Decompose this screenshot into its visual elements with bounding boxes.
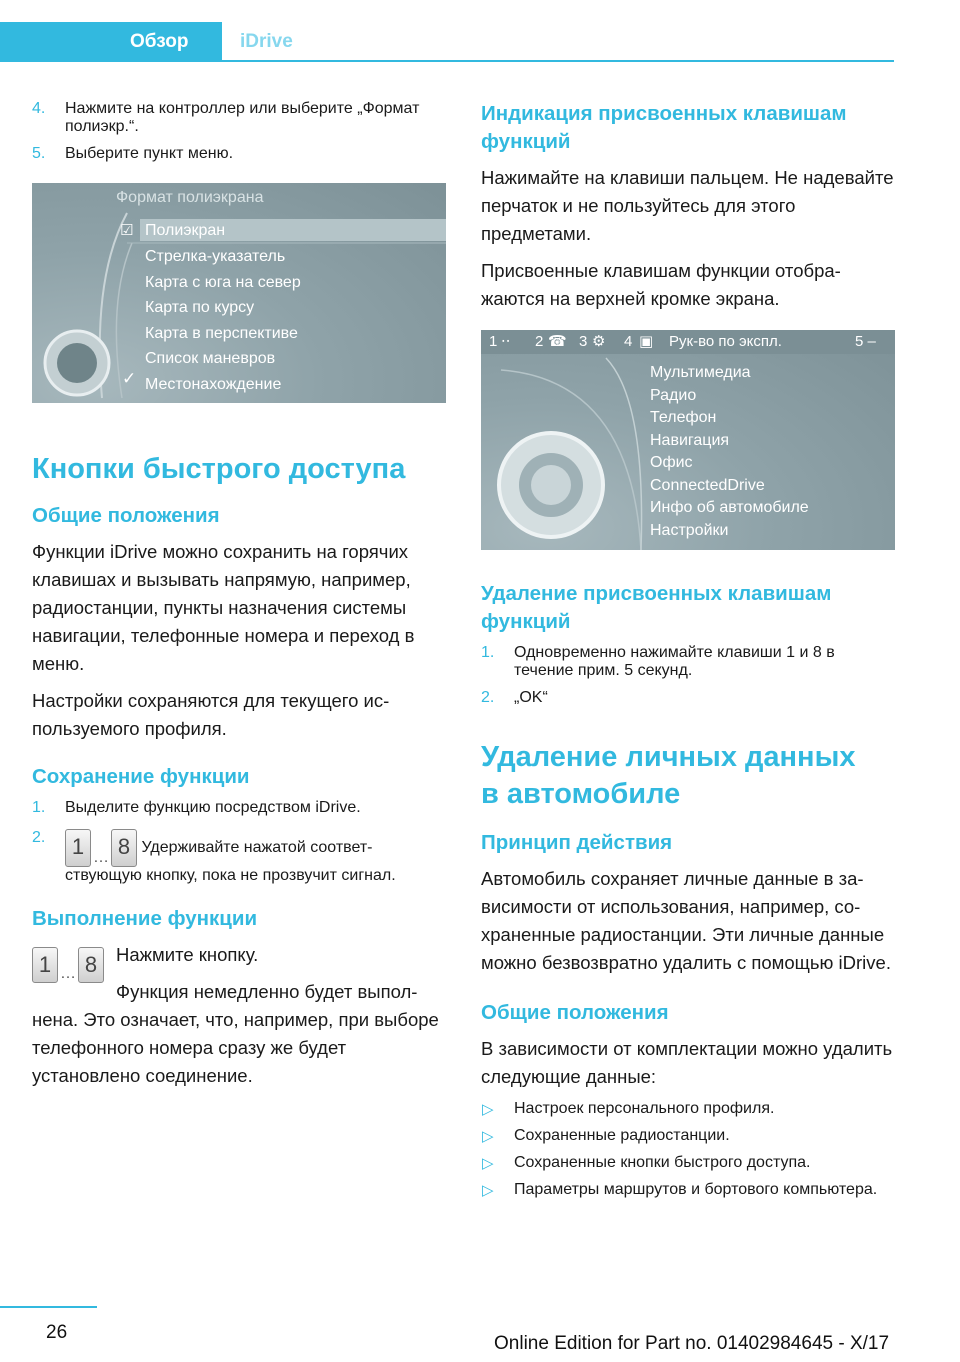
general-heading: Общие положения xyxy=(481,1001,669,1024)
save-heading: Сохранение функции xyxy=(32,765,250,788)
bullet-item: ▷ Параметры маршрутов и бортового компьютера. xyxy=(482,1181,878,1199)
menu-item-2[interactable]: Стрелка-указатель xyxy=(145,248,286,265)
menu-item-4[interactable]: Навигация xyxy=(650,432,730,449)
hotkey-1[interactable]: 1 xyxy=(489,333,498,350)
triangle-bullet-icon: ▷ xyxy=(482,1182,494,1199)
menu-item-6[interactable]: ConnectedDrive xyxy=(650,477,765,494)
menu-item-1[interactable]: Мультимедиа xyxy=(650,364,751,381)
step-text: Одновременно нажимайте клавиши 1 и 8 в течение прим. 5 секунд. xyxy=(514,644,835,679)
principle-heading: Принцип действия xyxy=(481,831,673,854)
step-text: Удерживайте нажатой соответствующую кнопку, пока не прозвучит сигнал. xyxy=(65,839,396,884)
header-rule xyxy=(0,60,894,62)
hotkey-3[interactable]: 3 xyxy=(579,333,588,350)
menu-item-6[interactable]: Список маневров xyxy=(145,350,276,367)
step-text: Нажмите на контроллер или выберите „Формат полиэкр.“. xyxy=(65,100,420,135)
menu-item-2[interactable]: Радио xyxy=(650,387,697,404)
step-number: 1. xyxy=(481,644,495,661)
footer-rule xyxy=(0,1306,97,1308)
menu-item-3[interactable]: Телефон xyxy=(650,409,717,426)
menu-item-7[interactable]: Местонахождение xyxy=(145,376,282,393)
indication-paragraph-1: Нажимайте на клавиши пальцем. Не надевайте перчаток и не пользуйтесь для этого предметами. xyxy=(481,167,894,244)
menu-item-5[interactable]: Офис xyxy=(650,454,693,471)
save-step-2 xyxy=(32,829,442,885)
delete-step-1 xyxy=(481,644,895,680)
edition-note: Online Edition for Part no. 01402984645 - X/17 xyxy=(494,1333,890,1354)
step-number: 2. xyxy=(481,689,495,706)
step-number: 5. xyxy=(32,145,46,162)
exec-keys-icon xyxy=(32,947,104,983)
indication-paragraph-2: Присвоенные клавишам функции отображаются на верхней кромке экрана. xyxy=(481,260,841,309)
split-screen-format-screenshot xyxy=(32,183,446,403)
dots: … xyxy=(60,965,76,982)
bullet-item: ▷ Настроек персонального профиля. xyxy=(482,1100,775,1118)
menu-item-1[interactable]: Полиэкран xyxy=(145,222,226,239)
check-icon: ☑ xyxy=(120,222,134,239)
general-paragraph-2: Настройки сохраняются для текущего используемого профиля. xyxy=(32,690,390,739)
indication-heading: Индикация присвоенных клавишам функций xyxy=(481,102,847,153)
header-tabs xyxy=(0,22,894,62)
menu-item-5[interactable]: Карта в перспективе xyxy=(145,325,298,342)
step-4 xyxy=(32,100,442,136)
general-paragraph-1: Функции iDrive можно сохранить на горячих клавишах и вызывать напрямую, например, радиостанции, пункты назначения системы навигации, телефонные номера и переход в меню. xyxy=(32,541,415,674)
phone-icon: ☎ xyxy=(548,333,567,350)
menu-item-7[interactable]: Инфо об автомобиле xyxy=(650,499,809,516)
gear-icon: ⚙ xyxy=(592,333,606,350)
tab-overview[interactable]: Обзор xyxy=(0,22,222,62)
menu-item-4[interactable]: Карта по курсу xyxy=(145,299,255,316)
step-number: 4. xyxy=(32,100,46,117)
key-8-icon: 8 xyxy=(78,947,104,983)
step-5 xyxy=(32,145,442,163)
triangle-bullet-icon: ▷ xyxy=(482,1155,494,1172)
general-paragraph: В зависимости от комплектации можно удалить следующие данные: xyxy=(481,1038,893,1087)
key-8-icon: 8 xyxy=(111,829,137,867)
signal-icon: ⋅⋅ xyxy=(501,333,511,350)
section-heading-delete-personal-data: Удаление личных данных в автомобиле xyxy=(481,741,856,810)
page-number: 26 xyxy=(46,1322,68,1343)
menu-item-8[interactable]: Настройки xyxy=(650,522,729,539)
key-1-icon: 1 xyxy=(65,829,91,867)
triangle-bullet-icon: ▷ xyxy=(482,1101,494,1118)
step-text: Выделите функцию посредством iDrive. xyxy=(65,799,361,816)
checkmark-icon: ✓ xyxy=(122,369,137,388)
general-heading: Общие положения xyxy=(32,504,220,527)
hotkey-4[interactable]: 4 xyxy=(624,333,633,350)
exec-paragraph-1: Нажмите кнопку. xyxy=(116,944,259,965)
left-column xyxy=(32,100,442,1099)
hotkey-screen-screenshot xyxy=(481,330,895,550)
right-column xyxy=(481,100,895,1208)
hotkey-4-label: Рук-во по экспл. xyxy=(669,333,782,350)
screen-title: Формат полиэкрана xyxy=(116,189,264,206)
delete-step-2 xyxy=(481,689,895,707)
tab-idrive[interactable]: iDrive xyxy=(240,31,293,52)
menu-item-3[interactable]: Карта с юга на север xyxy=(145,274,301,291)
save-step-1 xyxy=(32,799,442,817)
dots: … xyxy=(93,849,109,866)
delete-hotkeys-heading: Удаление присвоенных клавишам функций xyxy=(481,582,832,633)
bullet-item: ▷ Сохраненные кнопки быстрого доступа. xyxy=(482,1154,811,1172)
section-heading-quick-keys: Кнопки быстрого доступа xyxy=(32,453,406,485)
triangle-bullet-icon: ▷ xyxy=(482,1128,494,1145)
step-number: 1. xyxy=(32,799,46,816)
exec-paragraph-2: Функция немедленно будет выполнена. Это означает, что, например, при выборе телефонного номера сразу же будет установлено соединение. xyxy=(32,981,439,1086)
exec-heading: Выполнение функции xyxy=(32,907,258,930)
hotkey-2[interactable]: 2 xyxy=(535,333,544,350)
step-text: Выберите пункт меню. xyxy=(65,145,234,162)
hotkey-5[interactable]: 5 – xyxy=(855,333,876,350)
step-text: „OK“ xyxy=(514,689,548,706)
bullet-item: ▷ Сохраненные радиостанции. xyxy=(482,1127,730,1145)
step-number: 2. xyxy=(32,829,46,846)
key-1-icon: 1 xyxy=(32,947,58,983)
car-icon: ▣ xyxy=(639,333,654,350)
principle-paragraph: Автомобиль сохраняет личные данные в зависимости от использования, например, сохраненные радиостанции. Эти личные данные можно безвозвратно удалить с помощью iDrive. xyxy=(481,868,891,973)
